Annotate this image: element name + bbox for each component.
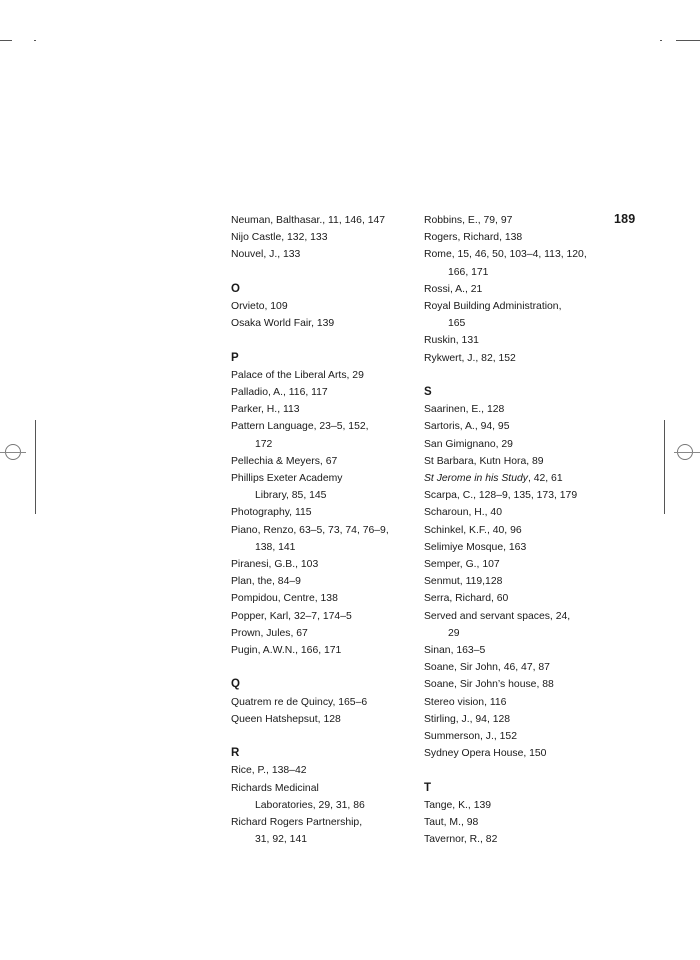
index-entry-pages: 29 [352, 369, 364, 381]
index-entry [231, 625, 421, 642]
index-entry [424, 453, 614, 470]
index-column-right [424, 212, 614, 848]
index-entry-pages: 128 [323, 713, 341, 725]
index-entry-term: St Jerome in his Study [424, 473, 528, 485]
index-entry [424, 556, 614, 573]
index-entry-pages: 116, 117 [288, 387, 328, 398]
index-entry-term: Quatrem re de Quincy, [231, 696, 336, 708]
registration-line-right [664, 420, 665, 514]
index-entry-term: Sydney Opera House, [424, 748, 527, 760]
index-entry-pages: 29 [501, 438, 513, 450]
index-entry [424, 539, 614, 556]
index-entry [231, 573, 421, 590]
index-entry-term: Semper, G., [424, 559, 480, 571]
index-entry [424, 659, 614, 676]
index-entry [424, 298, 614, 332]
index-entry [424, 573, 614, 590]
index-entry [231, 504, 421, 521]
index-entry-term: Soane, Sir John’s house, [424, 679, 540, 691]
index-entry-continuation: 165 [448, 318, 466, 330]
index-entry-term: Nijo Castle, [231, 232, 285, 244]
index-letter-heading: S [424, 386, 432, 399]
index-entry-pages: 46, 47, 87 [503, 662, 550, 674]
index-entry-pages: 32–7, 174–5 [293, 610, 352, 622]
index-entry-pages: 94, 95 [480, 421, 510, 433]
index-column-left [231, 212, 421, 848]
index-entry-pages: 139 [316, 318, 335, 330]
index-entry-term: Richard Rogers Partnership, [231, 817, 363, 829]
index-entry-pages: 138–42 [271, 765, 307, 777]
index-entry-pages: 133 [282, 249, 301, 261]
index-entry-pages: 11, 146, 147 [328, 215, 386, 226]
index-entry-term: Schinkel, K.F., [424, 524, 490, 536]
index-entry-term: Piano, Renzo, [231, 524, 297, 536]
index-entry-pages: 98 [466, 817, 479, 829]
index-entry [424, 522, 614, 539]
index-entry [231, 711, 421, 728]
index-entry-pages: 163 [508, 541, 527, 553]
index-entry-pages: 128–9, 135, 173, 179 [478, 490, 578, 502]
index-entry [424, 212, 614, 229]
index-entry-term: Served and servant spaces, [424, 610, 553, 622]
index-entry-term: St Barbara, Kutn Hora, [424, 455, 530, 467]
index-entry [231, 418, 421, 452]
index-entry-term: Plan, the, [231, 576, 275, 588]
index-entry [424, 281, 614, 298]
index-entry-pages: , 42, 61 [527, 473, 563, 485]
index-letter-heading: Q [231, 678, 240, 691]
index-entry-pages: 131 [461, 335, 479, 347]
index-entry [231, 401, 421, 418]
index-entry [424, 814, 614, 831]
index-entry [424, 797, 614, 814]
index-entry-term: Rome, [424, 249, 455, 261]
index-entry-term: Neuman, Balthasar., [231, 215, 326, 226]
index-entry [424, 246, 614, 280]
index-entry [424, 745, 614, 762]
index-entry-term: Stirling, J., [424, 713, 473, 725]
index-entry [424, 401, 614, 418]
registration-line-left [35, 420, 36, 514]
index-entry-pages: 21 [470, 283, 483, 295]
index-entry-term: Tavernor, R., [424, 834, 483, 846]
index-entry-pages: 107 [482, 559, 500, 571]
index-entry-term: Nouvel, J., [231, 249, 281, 261]
index-entry [424, 711, 614, 728]
index-entry-pages: 166, 171 [300, 645, 342, 657]
index-entry-term: San Gimignano, [424, 438, 499, 450]
index-entry-pages: 89 [532, 455, 544, 467]
index-entry [424, 418, 614, 435]
index-entry-term: Popper, Karl, [231, 610, 292, 622]
index-letter-heading: O [231, 282, 240, 295]
index-entry [424, 728, 614, 745]
index-entry [231, 780, 421, 814]
index-entry-term: Pattern Language, [231, 421, 317, 433]
index-entry [231, 642, 421, 659]
index-entry-term: Royal Building Administration, [424, 301, 562, 313]
index-entry [424, 831, 614, 848]
index-entry [424, 694, 614, 711]
index-entry-continuation: 29 [448, 627, 460, 639]
index-entry-term: Tange, K., [424, 799, 471, 811]
index-entry-term: Pugin, A.W.N., [231, 645, 298, 657]
index-entry-term: Pellechia & Meyers, [231, 455, 323, 467]
index-entry [424, 590, 614, 607]
index-entry-pages: 152 [499, 731, 517, 743]
index-entry-term: Sartoris, A., [424, 421, 478, 433]
index-entry-pages: 94, 128 [475, 713, 511, 725]
index-entry [424, 642, 614, 659]
index-entry [231, 762, 421, 779]
index-entry [231, 298, 421, 315]
index-entry-pages: 103 [300, 559, 319, 571]
index-entry [424, 332, 614, 349]
index-entry-continuation: Laboratories, 29, 31, 86 [255, 799, 365, 811]
index-entry-pages: 138 [504, 232, 523, 244]
index-entry-pages: 40 [490, 507, 502, 519]
index-entry-pages: 67 [325, 455, 338, 467]
index-entry-term: Taut, M., [424, 817, 464, 829]
index-entry-term: Rice, P., [231, 765, 269, 777]
index-entry [231, 522, 421, 556]
index-entry-pages: 163–5 [456, 645, 486, 657]
index-entry-term: Scarpa, C., [424, 490, 476, 502]
index-entry-pages: 165–6 [338, 696, 368, 708]
crop-mark-top-right-dot [660, 40, 662, 41]
index-entry [231, 814, 421, 848]
index-entry [424, 350, 614, 367]
index-entry-term: Richards Medicinal [231, 782, 319, 794]
index-entry-pages: 119,128 [465, 576, 503, 588]
index-entry-pages: 116 [489, 696, 507, 708]
index-entry-term: Piranesi, G.B., [231, 559, 298, 571]
crop-mark-top-left [0, 40, 12, 41]
index-letter-heading: T [424, 781, 432, 794]
index-entry-pages: 82 [485, 834, 498, 846]
index-entry-continuation: Library, 85, 145 [255, 490, 327, 502]
index-entry-pages: 60 [496, 593, 509, 605]
index-entry-term: Orvieto, [231, 301, 268, 312]
index-entry-term: Palladio, A., [231, 387, 286, 398]
index-entry-term: Serra, Richard, [424, 593, 494, 605]
index-entry-term: Scharoun, H., [424, 507, 488, 519]
index-entry-pages: 84–9 [277, 576, 301, 588]
index-letter-heading: R [231, 747, 240, 760]
registration-tick-right [674, 452, 700, 453]
index-entry [231, 212, 421, 229]
index-entry-pages: 67 [296, 627, 308, 639]
index-entry-term: Stereo vision, [424, 696, 487, 708]
index-entry [231, 590, 421, 607]
index-entry-pages: 138 [320, 593, 338, 605]
index-entry-continuation: 31, 92, 141 [255, 834, 307, 846]
index-entry-term: Robbins, E., [424, 215, 481, 226]
crop-mark-top-left-dot [34, 40, 36, 41]
index-entry [231, 246, 421, 263]
index-entry-term: Rykwert, J., [424, 352, 479, 364]
index-entry-pages: 63–5, 73, 74, 76–9, [299, 524, 389, 536]
index-entry-term: Summerson, J., [424, 731, 497, 743]
index-entry-term: Ruskin, [424, 335, 459, 347]
crop-mark-top-right [676, 40, 700, 41]
page-number: 189 [614, 212, 636, 226]
index-entry [424, 504, 614, 521]
index-entry-continuation: 166, 171 [448, 266, 489, 278]
index-entry-term: Sinan, [424, 645, 454, 657]
index-entry-pages: 113 [282, 404, 300, 416]
index-entry-term: Palace of the Liberal Arts, [231, 369, 350, 381]
index-entry [424, 470, 614, 487]
index-entry [231, 229, 421, 246]
index-entry-term: Rogers, Richard, [424, 232, 502, 244]
index-entry-term: Phillips Exeter Academy [231, 473, 343, 485]
index-entry-pages: 24, [555, 610, 571, 622]
index-entry-pages: 150 [529, 748, 547, 760]
index-entry-term: Osaka World Fair, [231, 318, 314, 330]
index-entry-term: Senmut, [424, 576, 463, 588]
index-entry [231, 367, 421, 384]
index-letter-heading: P [231, 351, 239, 364]
index-entry [424, 608, 614, 642]
index-entry [424, 676, 614, 693]
index-entry-pages: 88 [542, 679, 554, 691]
index-entry [424, 436, 614, 453]
index-entry-term: Saarinen, E., [424, 404, 485, 416]
index-entry [231, 315, 421, 332]
index-entry-pages: 132, 133 [287, 232, 328, 244]
index-entry-continuation: 172 [255, 438, 273, 450]
index-entry-pages: 15, 46, 50, 103–4, 113, 120, [457, 249, 587, 261]
index-entry-pages: 139 [473, 799, 492, 811]
index-entry [231, 608, 421, 625]
index-entry-pages: 82, 152 [481, 352, 516, 364]
index-entry-term: Soane, Sir John, [424, 662, 501, 674]
index-entry [231, 694, 421, 711]
index-entry [231, 453, 421, 470]
index-entry-pages: 40, 96 [492, 524, 522, 536]
index-entry [231, 470, 421, 504]
index-entry [424, 229, 614, 246]
index-entry-term: Queen Hatshepsut, [231, 713, 321, 725]
index-entry-continuation: 138, 141 [255, 541, 296, 553]
index-entry-term: Parker, H., [231, 404, 281, 416]
index-entry [231, 556, 421, 573]
index-entry-pages: 109 [270, 301, 288, 312]
registration-tick-left [0, 452, 26, 453]
index-entry-term: Rossi, A., [424, 283, 468, 295]
index-entry [424, 487, 614, 504]
index-entry-term: Selimiye Mosque, [424, 541, 507, 553]
index-entry-pages: 79, 97 [483, 215, 513, 226]
index-entry-pages: 128 [486, 404, 505, 416]
index-entry [231, 384, 421, 401]
index-entry-pages: 115 [294, 507, 312, 519]
index-entry-term: Prown, Jules, [231, 627, 294, 639]
index-entry-term: Pompidou, Centre, [231, 593, 318, 605]
index-entry-term: Photography, [231, 507, 293, 519]
index-entry-pages: 23–5, 152, [319, 421, 369, 433]
